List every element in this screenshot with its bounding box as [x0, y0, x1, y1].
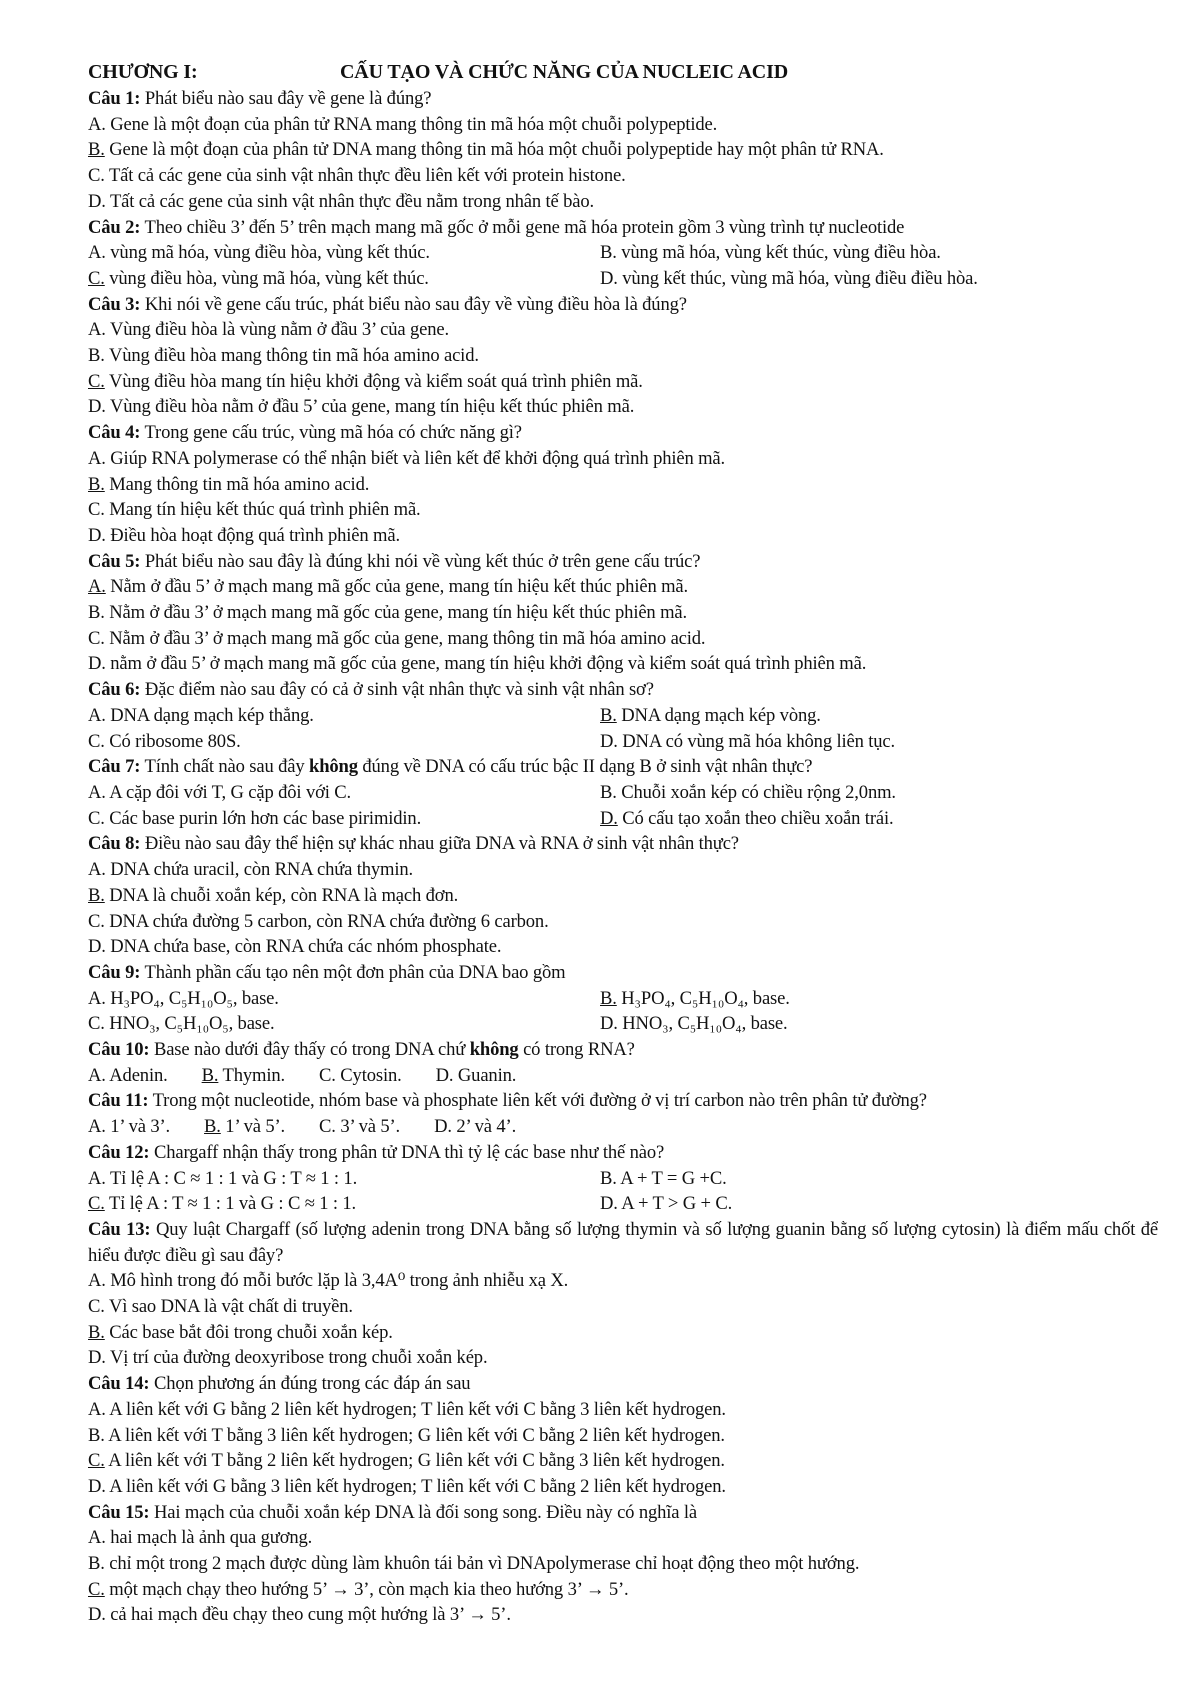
option-letter: B.: [600, 1167, 617, 1189]
option: [88, 1294, 1158, 1320]
option-letter: A.: [88, 859, 106, 881]
option: [88, 934, 1158, 960]
question-text: Chọn phương án đúng trong các đáp án sau: [153, 1373, 471, 1395]
option-text: DNA chứa đường 5 carbon, còn RNA chứa đường 6 carbon.: [109, 910, 549, 932]
option: [88, 240, 600, 266]
option: [88, 729, 600, 755]
option-letter: D.: [600, 807, 618, 829]
option-letter: D.: [435, 1064, 454, 1086]
option-letter: B.: [88, 1553, 105, 1575]
option-text: 3’ và 5’.: [340, 1116, 401, 1138]
option-correct: [88, 1577, 1158, 1603]
option: [88, 1114, 170, 1140]
option-letter: D.: [88, 524, 106, 546]
option-text: DNA có vùng mã hóa không liên tục.: [622, 730, 896, 752]
option-row: [88, 729, 1158, 755]
option-text: H₃PO₄, C₅H₁₀O₅, base.: [110, 987, 279, 1009]
option-letter: B.: [600, 781, 617, 803]
option-text: DNA dạng mạch kép thẳng.: [110, 704, 314, 726]
option-correct: [600, 986, 1112, 1012]
option-text: A + T = G +C.: [620, 1167, 727, 1189]
option-correct: [88, 1448, 1158, 1474]
option-text: Chuỗi xoắn kép có chiều rộng 2,0nm.: [621, 781, 896, 803]
option-text: DNA là chuỗi xoắn kép, còn RNA là mạch đơn.: [109, 884, 459, 906]
option-text: Vùng điều hòa mang tín hiệu khởi động và kiểm soát quá trình phiên mã.: [108, 370, 643, 392]
option-text: A cặp đôi với T, G cặp đôi với C.: [109, 781, 352, 803]
option: [88, 1525, 1158, 1551]
option: [88, 1602, 1158, 1628]
question-label: Câu 7:: [88, 756, 141, 778]
option-correct: [600, 806, 1112, 832]
option-text: H₃PO₄, C₅H₁₀O₄, base.: [621, 987, 790, 1009]
option-letter: B.: [201, 1064, 219, 1086]
option: [88, 317, 1158, 343]
option-correct: [204, 1114, 285, 1140]
question-text: Đặc điểm nào sau đây có cả ở sinh vật nhân thực và sinh vật nhân sơ?: [144, 679, 654, 701]
option-text: Vùng điều hòa mang thông tin mã hóa amino acid.: [108, 345, 479, 367]
option-text: Tỉ lệ A : C ≈ 1 : 1 và G : T ≈ 1 : 1.: [109, 1167, 358, 1189]
option-text: Giúp RNA polymerase có thể nhận biết và liên kết để khởi động quá trình phiên mã.: [110, 447, 726, 469]
option-text: Tỉ lệ A : T ≈ 1 : 1 và G : C ≈ 1 : 1.: [108, 1193, 357, 1215]
question-text: Phát biểu nào sau đây về gene là đúng?: [144, 88, 432, 109]
option-text: Gene là một đoạn của phân tử RNA mang thông tin mã hóa một chuỗi polypeptide.: [110, 113, 718, 135]
option-text: Có ribosome 80S.: [109, 730, 241, 752]
option-letter: D.: [88, 653, 106, 675]
option-letter: B.: [600, 242, 617, 264]
option: [88, 523, 1158, 549]
option-text: Nằm ở đầu 5’ ở mạch mang mã gốc của gene, mang tín hiệu kết thúc phiên mã.: [110, 576, 689, 598]
option-letter: C.: [88, 910, 105, 932]
option-letter: D.: [600, 267, 618, 289]
option-text: DNA chứa base, còn RNA chứa các nhóm phosphate.: [110, 936, 502, 958]
option-text: Nằm ở đầu 3’ ở mạch mang mã gốc của gene, mang tín hiệu kết thúc phiên mã.: [109, 602, 687, 624]
question-15: [88, 1500, 1158, 1526]
option: [88, 1063, 168, 1089]
question-emphasis: không: [469, 1039, 519, 1061]
option-correct: [88, 1320, 1158, 1346]
question-label: Câu 15:: [88, 1501, 150, 1523]
option-text: Thymin.: [222, 1064, 286, 1086]
option-correct: [88, 1191, 600, 1217]
chapter-title: CẤU TẠO VÀ CHỨC NĂNG CỦA NUCLEIC ACID: [340, 61, 789, 83]
option-letter: A.: [88, 1270, 106, 1292]
option-text: Tất cả các gene của sinh vật nhân thực đều nằm trong nhân tế bào.: [109, 190, 595, 212]
option: [600, 266, 1112, 292]
option-letter: B.: [88, 602, 105, 624]
option-letter: D.: [600, 1013, 618, 1035]
option-text: cả hai mạch đều chạy theo cung một hướng là 3’ → 5’.: [110, 1604, 511, 1626]
option-text: một mạch chạy theo hướng 5’ → 3’, còn mạch kia theo hướng 3’ → 5’.: [109, 1578, 629, 1600]
option-letter: B.: [88, 1321, 105, 1343]
option-row: [88, 240, 1158, 266]
option-text: Cytosin.: [340, 1064, 402, 1086]
option-text: hai mạch là ảnh qua gương.: [110, 1527, 313, 1549]
option-letter: D.: [88, 190, 106, 212]
option-row: [88, 1166, 1158, 1192]
question-emphasis: không: [309, 756, 358, 778]
option-letter: C.: [88, 499, 105, 521]
option: [436, 1063, 517, 1089]
question-text: Trong một nucleotide, nhóm base và phosphate liên kết với đường ở vị trí carbon nào trên phân tử đường?: [152, 1090, 927, 1112]
option-row: [88, 1114, 1158, 1140]
option: [88, 703, 600, 729]
option-text: Mang tín hiệu kết thúc quá trình phiên mã.: [109, 499, 421, 521]
option-text: HNO₃, C₅H₁₀O₅, base.: [109, 1013, 275, 1035]
option-text: vùng mã hóa, vùng điều hòa, vùng kết thúc.: [110, 242, 430, 264]
option-text: Mô hình trong đó mỗi bước lặp là 3,4A⁰ trong ảnh nhiễu xạ X.: [110, 1270, 569, 1292]
question-label: Câu 5:: [88, 550, 141, 572]
question-8: [88, 831, 1158, 857]
option-text: Vùng điều hòa là vùng nằm ở đầu 3’ của gene.: [109, 319, 449, 341]
option-text: DNA dạng mạch kép vòng.: [621, 704, 821, 726]
option-letter: C.: [88, 627, 105, 649]
question-11: [88, 1088, 1158, 1114]
question-1: [88, 86, 1158, 112]
option: [88, 986, 600, 1012]
option: [88, 626, 1158, 652]
option-text: Vì sao DNA là vật chất di truyền.: [108, 1296, 353, 1318]
option-row: [88, 266, 1158, 292]
question-label: Câu 13:: [88, 1218, 151, 1240]
option: [88, 1268, 1158, 1294]
option-text: Các base bắt đôi trong chuỗi xoắn kép.: [109, 1321, 393, 1343]
option: [88, 1551, 1158, 1577]
option: [434, 1114, 516, 1140]
question-text: Phát biểu nào sau đây là đúng khi nói về vùng kết thúc ở trên gene cấu trúc?: [144, 550, 701, 572]
option: [600, 240, 1112, 266]
option-letter: A.: [88, 781, 106, 803]
option-letter: B.: [88, 1424, 105, 1446]
question-6: [88, 677, 1158, 703]
option-letter: A.: [88, 1167, 106, 1189]
question-text: Chargaff nhận thấy trong phân tử DNA thì tỷ lệ các base như thế nào?: [153, 1141, 665, 1163]
option-letter: C.: [88, 807, 105, 829]
option: [88, 343, 1158, 369]
option: [88, 651, 1158, 677]
option-letter: D.: [88, 1604, 106, 1626]
chapter-label: CHƯƠNG I:: [88, 61, 198, 83]
question-text: có trong RNA?: [523, 1039, 635, 1061]
chapter-heading: [88, 60, 1158, 86]
option-letter: C.: [88, 1013, 105, 1035]
option-correct: [88, 369, 1158, 395]
option-letter: A.: [88, 987, 106, 1009]
option: [88, 780, 600, 806]
option-row: [88, 1191, 1158, 1217]
option-correct: [88, 266, 600, 292]
option-letter: B.: [204, 1116, 221, 1138]
option-letter: A.: [88, 1398, 106, 1420]
option-correct: [88, 883, 1158, 909]
option-letter: C.: [88, 370, 105, 392]
option: [88, 497, 1158, 523]
option: [600, 729, 1112, 755]
option-letter: B.: [88, 473, 105, 495]
option-text: Điều hòa hoạt động quá trình phiên mã.: [110, 524, 400, 546]
option-letter: C.: [88, 267, 105, 289]
option: [600, 780, 1112, 806]
option-letter: B.: [88, 345, 105, 367]
option-letter: D.: [88, 1475, 106, 1497]
option-text: 2’ và 4’.: [456, 1116, 517, 1138]
option-letter: B.: [88, 884, 105, 906]
option: [88, 1397, 1158, 1423]
option: [88, 1166, 600, 1192]
question-4: [88, 420, 1158, 446]
question-label: Câu 6:: [88, 679, 141, 701]
option: [88, 1474, 1158, 1500]
option-letter: A.: [88, 1527, 106, 1549]
question-text: Trong gene cấu trúc, vùng mã hóa có chức năng gì?: [144, 422, 522, 444]
option: [88, 394, 1158, 420]
option-letter: A.: [88, 242, 106, 264]
question-label: Câu 3:: [88, 293, 141, 315]
option-letter: A.: [88, 113, 106, 135]
option-letter: C.: [88, 730, 105, 752]
option-text: 1’ và 3’.: [110, 1116, 171, 1138]
question-2: [88, 215, 1158, 241]
option-text: Mang thông tin mã hóa amino acid.: [109, 473, 370, 495]
option: [319, 1114, 400, 1140]
question-label: Câu 8:: [88, 833, 141, 855]
option-correct: [88, 574, 1158, 600]
option-letter: B.: [600, 987, 617, 1009]
option-letter: A.: [88, 447, 106, 469]
option-text: Tất cả các gene của sinh vật nhân thực đều liên kết với protein histone.: [108, 165, 626, 187]
option-letter: C.: [319, 1064, 336, 1086]
option-text: nằm ở đầu 5’ ở mạch mang mã gốc của gene, mang tín hiệu khởi động và kiểm soát quá trình phiên mã.: [110, 653, 867, 675]
option-text: A liên kết với G bằng 3 liên kết hydrogen; T liên kết với C bằng 2 liên kết hydrogen.: [109, 1475, 726, 1497]
option: [88, 806, 600, 832]
option: [319, 1063, 402, 1089]
option-text: HNO₃, C₅H₁₀O₄, base.: [622, 1013, 788, 1035]
question-label: Câu 2:: [88, 216, 141, 238]
option: [600, 1166, 1112, 1192]
option-text: chỉ một trong 2 mạch được dùng làm khuôn tái bản vì DNApolymerase chỉ hoạt động theo một hướng.: [109, 1553, 860, 1575]
question-label: Câu 1:: [88, 88, 141, 109]
question-5: [88, 549, 1158, 575]
option-row: [88, 1063, 1158, 1089]
option-letter: C.: [319, 1116, 336, 1138]
question-text: Theo chiều 3’ đến 5’ trên mạch mang mã gốc ở mỗi gene mã hóa protein gồm 3 vùng trình tự nucleotide: [144, 216, 905, 238]
option-correct: [88, 137, 1158, 163]
option: [88, 1345, 1158, 1371]
option-letter: A.: [88, 319, 106, 341]
option-text: Adenin.: [109, 1064, 168, 1086]
option-correct: [600, 703, 1112, 729]
option: [88, 1423, 1158, 1449]
option-correct: [88, 472, 1158, 498]
option: [88, 112, 1158, 138]
option-letter: A.: [88, 1064, 106, 1086]
question-text: Hai mạch của chuỗi xoắn kép DNA là đối song song. Điều này có nghĩa là: [153, 1501, 697, 1523]
option-letter: A.: [88, 576, 106, 598]
option-row: [88, 1011, 1158, 1037]
option-row: [88, 986, 1158, 1012]
option-letter: D.: [434, 1116, 452, 1138]
question-label: Câu 12:: [88, 1141, 150, 1163]
question-10: [88, 1037, 1158, 1063]
option: [88, 600, 1158, 626]
option: [600, 1191, 1112, 1217]
question-14: [88, 1371, 1158, 1397]
option-letter: D.: [600, 1193, 618, 1215]
option-letter: D.: [600, 730, 618, 752]
option-row: [88, 703, 1158, 729]
question-label: Câu 14:: [88, 1373, 150, 1395]
option-letter: D.: [88, 1347, 106, 1369]
question-text: Quy luật Chargaff (số lượng adenin trong DNA bằng số lượng thymin và số lượng guanin bằng số lượng cytosin) là điểm mấu chốt để hiểu được điều gì sau đây?: [88, 1218, 1158, 1266]
option-text: Các base purin lớn hơn các base pirimidin.: [109, 807, 422, 829]
option-text: A liên kết với T bằng 2 liên kết hydrogen; G liên kết với C bằng 3 liên kết hydrogen.: [108, 1450, 725, 1472]
option-letter: D.: [88, 936, 106, 958]
option-row: [88, 806, 1158, 832]
option: [88, 189, 1158, 215]
option-letter: B.: [600, 704, 617, 726]
option-text: 1’ và 5’.: [225, 1116, 286, 1138]
option-row: [88, 780, 1158, 806]
question-7: [88, 754, 1158, 780]
option: [88, 857, 1158, 883]
option-letter: C.: [88, 1578, 105, 1600]
option: [88, 1011, 600, 1037]
option-text: Vùng điều hòa nằm ở đầu 5’ của gene, mang tín hiệu kết thúc phiên mã.: [109, 396, 635, 418]
option: [88, 446, 1158, 472]
question-text: Điều nào sau đây thể hiện sự khác nhau giữa DNA và RNA ở sinh vật nhân thực?: [144, 833, 739, 855]
option-text: vùng mã hóa, vùng kết thúc, vùng điều hòa.: [621, 242, 941, 264]
option: [600, 1011, 1112, 1037]
question-label: Câu 11:: [88, 1090, 149, 1112]
option-letter: C.: [88, 165, 105, 187]
option-text: Gene là một đoạn của phân tử DNA mang thông tin mã hóa một chuỗi polypeptide hay một phân tử RNA.: [109, 139, 884, 161]
option: [88, 909, 1158, 935]
question-label: Câu 4:: [88, 422, 141, 444]
option-letter: C.: [88, 1450, 105, 1472]
document-content: [88, 60, 1158, 1628]
option-text: A liên kết với T bằng 3 liên kết hydrogen; G liên kết với C bằng 2 liên kết hydrogen.: [108, 1424, 725, 1446]
option-text: Có cấu tạo xoắn theo chiều xoắn trái.: [622, 807, 894, 829]
option-text: Guanin.: [457, 1064, 517, 1086]
option-text: A liên kết với G bằng 2 liên kết hydrogen; T liên kết với C bằng 3 liên kết hydrogen.: [109, 1398, 726, 1420]
option-letter: A.: [88, 1116, 106, 1138]
option-text: vùng kết thúc, vùng mã hóa, vùng điều điều hòa.: [622, 267, 978, 289]
option: [88, 163, 1158, 189]
question-text: đúng về DNA có cấu trúc bậc II dạng B ở sinh vật nhân thực?: [362, 756, 813, 778]
question-13: [88, 1217, 1158, 1268]
option-correct: [202, 1063, 285, 1089]
option-letter: A.: [88, 704, 106, 726]
question-12: [88, 1140, 1158, 1166]
option-letter: D.: [88, 396, 106, 418]
option-text: Nằm ở đầu 3’ ở mạch mang mã gốc của gene, mang thông tin mã hóa amino acid.: [109, 627, 706, 649]
option-text: Vị trí của đường deoxyribose trong chuỗi xoắn kép.: [109, 1347, 488, 1369]
question-9: [88, 960, 1158, 986]
question-label: Câu 9:: [88, 961, 141, 983]
question-text: Thành phần cấu tạo nên một đơn phân của DNA bao gồm: [144, 961, 566, 983]
question-text: Base nào dưới đây thấy có trong DNA chứ: [153, 1039, 466, 1061]
option-text: vùng điều hòa, vùng mã hóa, vùng kết thúc.: [109, 267, 429, 289]
question-text: Tính chất nào sau đây: [144, 756, 305, 778]
option-letter: B.: [88, 139, 105, 161]
option-letter: C.: [88, 1193, 105, 1215]
option-text: DNA chứa uracil, còn RNA chứa thymin.: [110, 859, 414, 881]
question-text: Khi nói về gene cấu trúc, phát biểu nào sau đây về vùng điều hòa là đúng?: [144, 293, 687, 315]
option-text: A + T > G + C.: [621, 1193, 733, 1215]
question-3: [88, 292, 1158, 318]
question-label: Câu 10:: [88, 1039, 150, 1061]
option-letter: C.: [88, 1296, 105, 1318]
